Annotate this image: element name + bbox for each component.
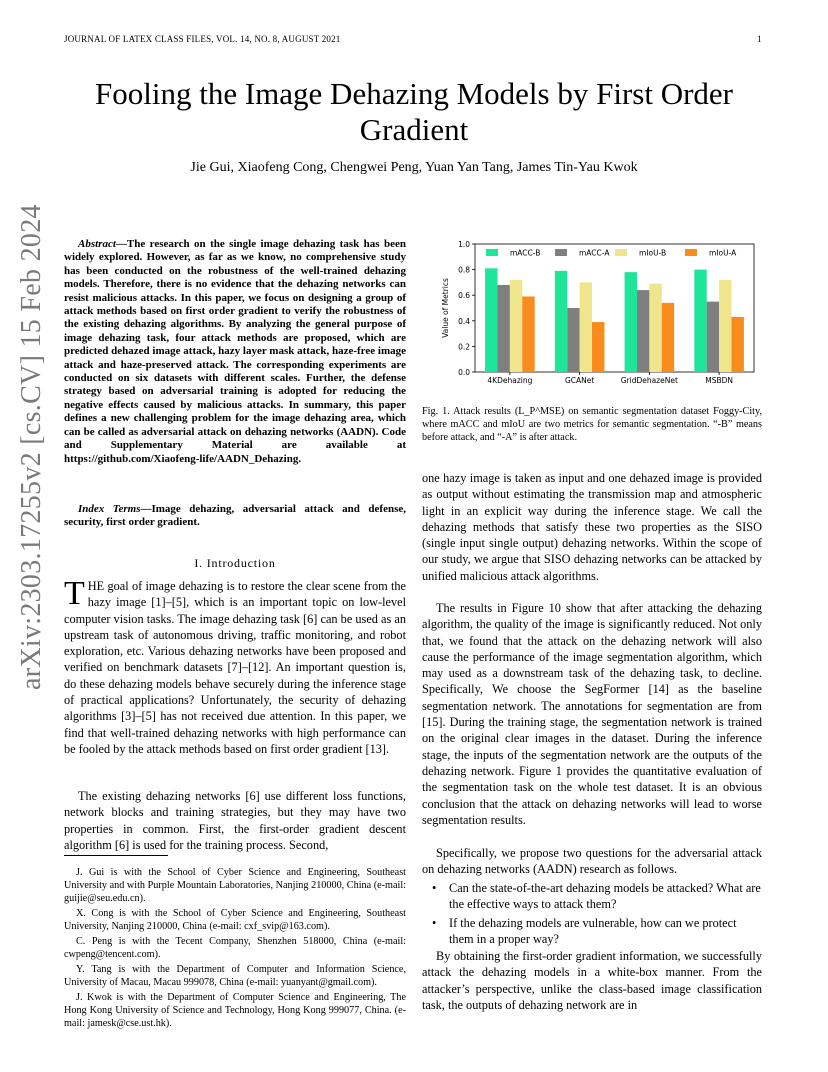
right-paragraph-4: By obtaining the first-order gradient information, we successfully attack the dehazing models in a white-box manner. From the attacker’s perspective, unlike the class-based image classification task, the outputs of dehazing network are in (422, 949, 762, 1012)
figure-1-caption: Fig. 1. Attack results (L_P^MSE) on semantic segmentation dataset Foggy-City, where mACC and mIoU are two metrics for semantic segmentation. “-B” means before attack, and “-A” is after attack. (422, 406, 762, 443)
footnote-peng: C. Peng is with the Tecent Company, Shenzhen 518000, China (e-mail: cwpeng@tencent.com). (64, 936, 406, 960)
x-tick-label: GCANet (564, 376, 595, 385)
x-tick-label: 4KDehazing (487, 376, 533, 385)
bar-miou-a-msbdn (732, 317, 744, 372)
author-list: Jie Gui, Xiaofeng Cong, Chengwei Peng, Yuan Yan Tang, James Tin-Yau Kwok (190, 160, 638, 175)
right-paragraph-1: one hazy image is taken as input and one dehazed image is provided as output without estimating the transmission map and atmospheric light in an explicit way during the inference stage. We call the dehazing methods that satisfy these two properties as the SISO (single input single output) dehazing networks. Within the scope of our study, we argue that SISO dehazing networks can be attacked by unified malicious attack algorithms. (422, 471, 762, 583)
index-terms-text: —Image dehazing, adversarial attack and defense, security, first order gradient. (64, 503, 406, 529)
y-tick-label: 0.2 (458, 342, 470, 352)
y-tick-label: 1.0 (458, 240, 470, 249)
figure-1-bar-chart (430, 232, 762, 392)
footnote-cong: X. Cong is with the School of Cyber Science and Engineering, Southeast University, Nanjing 210000, China (e-mail: cxf_svip@163.com). (64, 908, 406, 932)
intro-paragraph-2: The existing dehazing networks [6] use different loss functions, network blocks and training strategies, but they may have two properties in common. First, the first-order gradient descent algorithm [6] is used for the training process. Second, (64, 789, 406, 852)
bar-miou-a-4kdehazing (522, 296, 534, 372)
bar-macc-b-msbdn (694, 270, 706, 372)
index-terms (64, 503, 406, 530)
page-number: 1 (757, 34, 762, 44)
footnotes (64, 866, 406, 1032)
footnote-tang: Y. Tang is with the Department of Computer and Information Science, University of Macau, Macau 999078, China (e-mail: yuanyant@gmail.com). (64, 964, 406, 988)
footnote-rule (64, 855, 168, 856)
abstract-text: —The research on the single image dehazing task has been widely explored. However, as far as we know, no comprehensive study has been conducted on the robustness of the well-trained dehazing models. Therefore, there is no evidence that the dehazing networks can resist malicious attacks. In this paper, we focus on designing a group of attack methods based on first order gradient to verify the robustness of the existing dehazing algorithms. By analyzing the general purpose of image dehazing task, four attack methods are proposed, which are predicted dehazed image attack, hazy layer mask attack, haze-free image attack and haze-preserved attack. The corresponding experiments are conducted on six datasets with different scales. Further, the defense strategy based on adversarial training is adopted for reducing the negative effects caused by malicious attacks. In summary, this paper defines a new challenging problem for the image dehazing area, which can be called as adversarial attack on dehazing networks (AADN). Code and Supplementary Material are available at https://github.com/Xiaofeng-life/AADN_Dehazing. (64, 238, 406, 465)
arxiv-stamp: arXiv:2303.17255v2 [cs.CV] 15 Feb 2024 (16, 204, 47, 690)
index-terms-label: Index Terms (78, 503, 141, 515)
y-tick-label: 0.0 (458, 368, 470, 377)
footnote-gui: J. Gui is with the School of Cyber Science and Engineering, Southeast University and with Purple Mountain Laboratories, Nanjing 210000, China (e-mail: guijie@seu.edu.cn). (64, 867, 406, 904)
paper-title: Fooling the Image Dehazing Models by First Order Gradient (95, 76, 733, 147)
legend-label-miou-a: mIoU-A (709, 248, 737, 258)
bar-macc-a-griddehazenet (637, 290, 649, 372)
right-paragraph-3: Specifically, we propose two questions for the adversarial attack on dehazing networks (AADN) research as follows. (422, 846, 762, 877)
intro-paragraph-1-text: HE goal of image dehazing is to restore the clear scene from the hazy image [1]–[5], which is an important topic on low-level computer vision tasks. The image dehazing task [6] can be used as an upstream task of autonomous driving, traffic monitoring, and robot exploration, etc. Various dehazing networks have been proposed and verified on benchmark datasets [7]–[12]. An important question is, do these dehazing models behave securely during the inference stage of practical applications? Unfortunately, the security of dehazing algorithms [3]–[5] has not received due attention. In this paper, we find that well-trained dehazing networks with high performance can be fooled by the attack methods based on first order gradient [13]. (64, 579, 406, 756)
bar-miou-b-griddehazenet (649, 284, 661, 372)
bar-miou-a-griddehazenet (662, 303, 674, 372)
abstract-label: Abstract (78, 238, 116, 250)
bar-macc-b-griddehazenet (625, 272, 637, 372)
legend-swatch-macc-b (486, 249, 498, 256)
x-tick-label: MSBDN (705, 376, 734, 385)
list-item: • If the dehazing models are vulnerable, how can we protect them in a proper way? (432, 915, 737, 946)
legend-swatch-macc-a (555, 249, 567, 256)
right-paragraph-2: The results in Figure 10 show that after attacking the dehazing algorithm, the quality of the image is significantly reduced. Not only that, we found that the attack on the dehazing network will also cause the performance of the image segmentation algorithm, which may used as a downstream task of the dehazing task, to decline. Specifically, We choose the SegFormer [14] as the baseline segmentation network. The annotations for segmentation are from [15]. During the training stage, the segmentation network is trained on the original clear images in the dataset. During the inference stage, the inputs of the segmentation network are the outputs of the dehazing network. Figure 1 provides the quantitative evaluation of the segmentation task on the whole test dataset. It is an obvious conclusion that the attack on dehazing networks will lead to worse segmentation results. (422, 601, 762, 827)
intro-paragraph-1 (64, 575, 406, 757)
bar-miou-a-gcanet (592, 322, 604, 372)
x-tick-label: GridDehazeNet (620, 376, 678, 385)
abstract (64, 238, 406, 466)
legend-label-macc-a: mACC-A (579, 248, 610, 258)
bar-macc-a-msbdn (707, 302, 719, 372)
legend-label-macc-b: mACC-B (510, 248, 541, 258)
list-item: • Can the state-of-the-art dehazing models be attacked? What are the effective ways to attack them? (432, 881, 761, 912)
drop-cap: T (64, 575, 85, 612)
y-tick-label: 0.8 (458, 265, 470, 275)
legend-swatch-miou-b (615, 249, 627, 256)
section-heading-introduction: I. Introduction (194, 556, 276, 570)
journal-header: JOURNAL OF LATEX CLASS FILES, VOL. 14, NO. 8, AUGUST 2021 (64, 34, 341, 44)
footnote-kwok: J. Kwok is with the Department of Computer Science and Engineering, The Hong Kong University of Science and Technology, Hong Kong 999077, China. (e-mail: jamesk@cse.ust.hk). (64, 992, 406, 1029)
bar-miou-b-gcanet (580, 282, 592, 372)
y-tick-label: 0.4 (458, 316, 470, 326)
bar-miou-b-4kdehazing (510, 280, 522, 372)
bar-macc-a-4kdehazing (497, 285, 509, 372)
bar-macc-b-4kdehazing (485, 268, 497, 372)
y-tick-label: 0.6 (458, 291, 470, 301)
legend-swatch-miou-a (685, 249, 697, 256)
y-axis-label: Value of Metrics (441, 278, 450, 338)
bar-macc-a-gcanet (567, 308, 579, 372)
legend-label-miou-b: mIoU-B (639, 248, 667, 258)
bar-miou-b-msbdn (719, 280, 731, 372)
question-list (422, 880, 762, 949)
bar-macc-b-gcanet (555, 271, 567, 372)
